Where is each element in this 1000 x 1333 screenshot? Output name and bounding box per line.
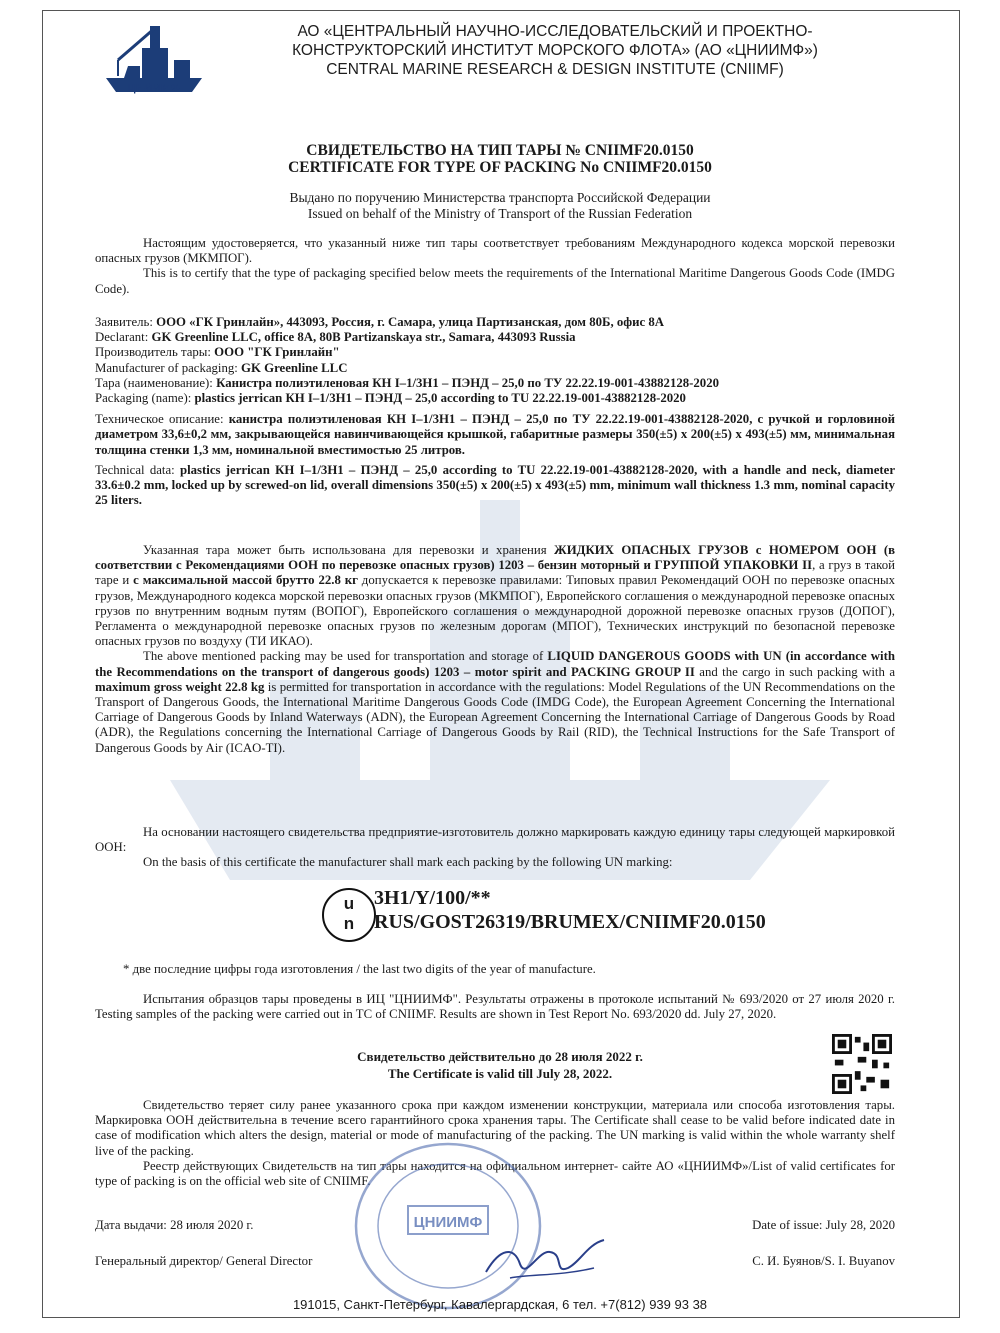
packaging-en-value: plastics jerrican КН I–1/3Н1 – ПЭНД – 25,0 according to TU 22.22.19-001-43882128-2020	[194, 391, 686, 406]
footnote-section	[95, 962, 895, 977]
manufacturer-en-value: GK Greenline LLC	[241, 360, 348, 375]
marking-ru: На основании настоящего свидетельства предприятие-изготовитель должно маркировать каждую единицу тары следующей маркировкой ООН:	[95, 825, 895, 855]
issued-by	[90, 190, 910, 222]
director-name: С. И. Буянов/S. I. Buyanov	[752, 1254, 895, 1268]
certificate-title	[90, 142, 910, 176]
title-ru: СВИДЕТЕЛЬСТВО НА ТИП ТАРЫ № CNIIMF20.0150	[306, 142, 694, 159]
applicant-row	[95, 315, 895, 330]
testing-section	[95, 992, 895, 1022]
validity-en: The Certificate is valid till July 28, 2022.	[387, 1066, 613, 1081]
usage-en-text-1: The above mentioned packing may be used for transportation and storage of	[143, 649, 548, 664]
usage-ru-text-1: Указанная тара может быть использована для перевозки и хранения	[143, 543, 555, 557]
org-line-1: АО «ЦЕНТРАЛЬНЫЙ НАУЧНО-ИССЛЕДОВАТЕЛЬСКИЙ И ПРОЕКТНО-	[297, 23, 813, 40]
org-line-2: КОНСТРУКТОРСКИЙ ИНСТИТУТ МОРСКОГО ФЛОТА» (АО «ЦНИИМФ»)	[292, 42, 818, 59]
intro-ru: Настоящим удостоверяется, что указанный ниже тип тары соответствует требованиям Международного кодекса морской перевозки опасных грузов (МКМПОГ).	[95, 236, 895, 266]
declarant-row	[95, 330, 895, 345]
footer-address: 191015, Санкт-Петербург, Кавалергардская, 6 тел. +7(812) 939 93 38	[292, 1297, 708, 1312]
tech-ru-row	[95, 412, 895, 458]
manufacturer-en-label: Manufacturer of packaging:	[95, 360, 238, 375]
marking-footnote: * две последние цифры года изготовления / the last two digits of the year of manufacture.	[123, 962, 596, 976]
usage-section	[95, 543, 895, 756]
organization-name	[210, 22, 900, 79]
un-code-line-1: 3H1/Y/100/**	[374, 887, 491, 909]
manufacturer-ru-value: ООО "ГК Гринлайн"	[214, 345, 340, 360]
marking-en: On the basis of this certificate the manufacturer shall mark each packing by the following UN marking:	[143, 855, 673, 870]
manufacturer-ru-label: Производитель тары:	[95, 345, 211, 360]
un-symbol-n: n	[343, 914, 355, 933]
validity-ru: Свидетельство действительно до 28 июля 2022 г.	[357, 1049, 643, 1064]
qr-code-icon	[832, 1034, 892, 1094]
issued-ru: Выдано по поручению Министерства транспорта Российской Федерации	[289, 190, 711, 205]
tech-en-row	[95, 463, 895, 509]
org-line-3: CENTRAL MARINE RESEARCH & DESIGN INSTITUTE (CNIIMF)	[326, 61, 784, 78]
un-code-line-2: RUS/GOST26319/BRUMEX/CNIIMF20.0150	[374, 911, 766, 933]
declarant-value: GK Greenline LLC, office 8A, 80B Partizanskaya str., Samara, 443093 Russia	[151, 330, 576, 345]
testing-text: Испытания образцов тары проведены в ИЦ "ЦНИИМФ". Результаты отражены в протоколе испытаний № 693/2020 от 27 июля 2020 г. Testing samples of the packing were carried out in TC of CNIIMF. Results are shown in Test Report No. 693/2020 dd. July 27, 2020.	[95, 992, 895, 1022]
issue-date-en: Date of issue: July 28, 2020	[752, 1218, 895, 1232]
un-symbol-u: u	[343, 894, 355, 913]
tech-en-value: plastics jerrican КН I–1/3Н1 – ПЭНД – 25,0 according to TU 22.22.19-001-43882128-2020, with a handle and neck, diameter 33.6±0.2 mm, locked up by screwed-on lid, overall dimensions 350(±5) x 200(±5) x 493(±5) mm, minimum wall thickness 1.3 mm, nominal capacity 25 liters.	[95, 462, 896, 508]
title-en: CERTIFICATE FOR TYPE OF PACKING No CNIIMF20.0150	[288, 159, 712, 176]
usage-ru	[95, 543, 895, 649]
usage-ru-bold-1: ЖИДКИХ ОПАСНЫХ ГРУЗОВ с НОМЕРОМ ООН (в соответствии с Рекомендациями ООН по перевозке опасных грузов) 1203 – бензин моторный и ГРУППОЙ УПАКОВКИ II	[95, 543, 895, 573]
packaging-ru-row	[95, 376, 895, 391]
stamp-text: ЦНИИМФ	[413, 1214, 483, 1231]
usage-ru-bold-2: с максимальной массой брутто 22.8 кг	[133, 573, 358, 588]
intro-section	[95, 236, 895, 297]
usage-ru-text-2: , а груз в такой таре и	[95, 558, 895, 588]
conditions-text-1: Свидетельство теряет силу ранее указанного срока при каждом изменении конструкции, материала или способа изготовления тары. Маркировка ООН действительна в течение всего гарантийного срока хранения тары. The Certificate shall cease to be valid before indicated date in case of modification which alters the design, material or mode of manufacturing of the packing. The UN marking is valid within the whole warranty shelf live of the packing.	[95, 1098, 895, 1158]
packaging-ru-label: Тара (наименование):	[95, 375, 213, 390]
manufacturer-ru-row	[95, 345, 895, 360]
logo-text: ЦНИИМФ	[127, 82, 181, 94]
intro-en: This is to certify that the type of packaging specified below meets the requirements of the International Maritime Dangerous Goods Code (IMDG Code).	[95, 266, 895, 296]
usage-en	[95, 649, 895, 755]
tech-ru-value: канистра полиэтиленовая КН I–1/3Н1 – ПЭНД – 25,0 по ТУ 22.22.19-001-43882128-2020, с ручкой и горловиной диаметром 33,6±0,2 мм, закрывающейся навинчивающейся крышкой, габаритные размеры 350(±5) х 200(±5) х 493(±5) мм, минимальная толщина стенки 1,3 мм, номинальной вместимостью 25 литров.	[95, 412, 895, 457]
conditions-text-2: Реестр действующих Свидетельств на тип тары находится на официальном интернет- сайте АО «ЦНИИМФ»/List of valid certificates for type of packing is on the official web site of CNIIMF.	[95, 1158, 895, 1189]
usage-en-bold-1: LIQUID DANGEROUS GOODS with UN (in accordance with the Recommendations on the transport of dangerous goods) 1203 – motor spirit and PACKING GROUP II	[95, 649, 895, 679]
declarant-label: Declarant:	[95, 330, 149, 345]
issued-en: Issued on behalf of the Ministry of Transport of the Russian Federation	[307, 206, 693, 221]
applicant-label: Заявитель:	[95, 315, 153, 329]
packaging-en-label: Packaging (name):	[95, 391, 192, 406]
manufacturer-en-row	[95, 361, 895, 376]
usage-en-bold-2: maximum gross weight 22.8 kg	[95, 679, 265, 694]
marking-section	[95, 825, 895, 871]
usage-en-text-3: is permitted for transportation in accordance with the regulations: Model Regulations of the UN Recommendations on the Transport of Dangerous Goods, the International Maritime Dangerous Goods Code (IMDG Code), the European Agreement Concerning the International Carriage of Dangerous Goods by Inland Waterways (ADN), the European Agreement Concerning the International Carriage of Dangerous Goods by Road (ADR), the Regulations concerning the International Carriage of Dangerous Goods by Rail (RID), the Technical Instructions for the Safe Transport of Dangerous Goods by Air (ICAO-TI).	[95, 679, 895, 755]
packaging-ru-value: Канистра полиэтиленовая КН I–1/3Н1 – ПЭНД – 25,0 по ТУ 22.22.19-001-43882128-2020	[216, 375, 719, 390]
issue-date-ru: Дата выдачи: 28 июля 2020 г.	[95, 1218, 254, 1232]
validity	[200, 1048, 800, 1082]
un-symbol-icon	[322, 888, 376, 942]
un-marking	[312, 884, 872, 948]
director-position: Генеральный директор/ General Director	[95, 1254, 313, 1268]
fields-section	[95, 315, 895, 508]
tech-ru-label: Техническое описание:	[95, 412, 224, 427]
usage-ru-text-3: допускается к перевозке правилами: Типовых правил Рекомендаций ООН по перевозке опасных грузов, Международного кодекса морской перевозки опасных грузов (МКМПОГ), Европейского соглашения о международной перевозке опасных грузов по внутренним водным путям (ВОПОГ), Европейского соглашения о международной дорожной перевозке опасных грузов (ДОПОГ), Регламента о международной перевозке опасных грузов по железным дорогам (МПОГ), Технических инструкций по безопасной перевозке опасных грузов по воздуху (ТИ ИКАО).	[95, 573, 895, 649]
director-signature	[480, 1228, 610, 1288]
applicant-value: ООО «ГК Гринлайн», 443093, Россия, г. Самара, улица Партизанская, дом 80Б, офис 8А	[156, 315, 665, 329]
tech-en-label: Technical data:	[95, 462, 175, 477]
packaging-en-row	[95, 391, 895, 406]
usage-en-text-2: and the cargo in such packing with a	[694, 664, 895, 679]
